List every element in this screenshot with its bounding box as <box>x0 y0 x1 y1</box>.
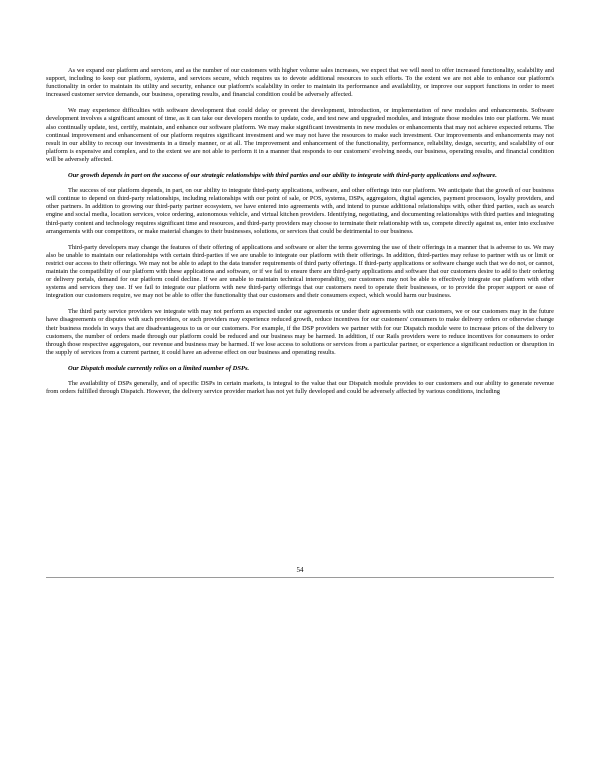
paragraph-third-party-integration: The success of our platform depends, in part, on our ability to integrate third-party applications, software, and other offerings into our platform. We anticipate that the growth of our business will continue to depend on third-party relationships, including relationships with our point of sale, or POS, systems, DSPs, aggregators, digital agencies, payment processors, loyalty providers, and other partners. In addition to growing our third-party partner ecosystem, we have entered into agreements with, and intend to pursue additional relationships with, other third parties, such as search engine and social media, location services, voice ordering, autonomous vehicle, and virtual kitchen providers. Identifying, negotiating, and documenting relationships with third parties and integrating third-party content and technology requires significant time and resources, and third-party providers may choose to terminate their relationship with us, compete directly against us, enter into exclusive arrangements with our competitors, or make material changes to their businesses, solutions, or services that could be detrimental to our business. <box>46 187 554 235</box>
paragraph-third-party-developers: Third-party developers may change the features of their offering of applications and software or alter the terms governing the use of their offerings in a manner that is adverse to us. We may also be unable to maintain our relationships with certain third-parties if we are unable to integrate our platform with their offerings. In addition, third-parties may refuse to partner with us or limit or restrict our access to their offerings. We may not be able to adapt to the data transfer requirements of third party offerings. If third-party applications or software change such that we do not, or cannot, maintain the compatibility of our platform with these applications and software, or if we fail to ensure there are third-party applications and software that our customers desire to add to their ordering or delivery portals, demand for our platform could decline. If we are unable to maintain technical interoperability, our customers may not be able to effectively integrate our platform with other systems and services they use. If we fail to integrate our platform with new third-party offerings that our customers need to operate their businesses, or to provide the proper support or ease of integration our customers require, we may not be able to offer the functionality that our customers and their consumers expect, which would harm our business. <box>46 243 554 300</box>
page-body <box>46 67 554 404</box>
paragraph-service-providers: The third party service providers we integrate with may not perform as expected under our agreements or under their agreements with our customers, we or our customers may in the future have disagreements or disputes with such providers, or such providers may experience reduced growth, reduce incentives for our customers' consumers to make delivery orders or otherwise change their business models in ways that are disadvantageous to us or our customers. For example, if the DSP providers we partner with for our Dispatch module were to increase prices of the delivery to customers, the number of orders made through our platform could be reduced and our business may be harmed. In addition, if our Rails providers were to reduce incentives for consumers to order through those respective aggregators, our revenue and business may be harmed. If we lose access to solutions or services from a particular partner, or experience a significant reduction or disruption in the supply of services from a current partner, it could have an adverse effect on our business and operating results. <box>46 308 554 356</box>
paragraph-dsp-availability: The availability of DSPs generally, and of specific DSPs in certain markets, is integral to the value that our Dispatch module provides to our customers and our ability to generate revenue from orders fulfilled through Dispatch. However, the delivery service provider market has not yet fully developed and could be adversely affected by various conditions, including <box>46 380 554 396</box>
risk-heading-strategic-relationships: Our growth depends in part on the success of our strategic relationships with third parties and our ability to integrate with third-party applications and software. <box>68 172 497 180</box>
risk-heading-dispatch-module: Our Dispatch module currently relies on a limited number of DSPs. <box>68 364 250 372</box>
page-number: 54 <box>296 566 304 574</box>
footer-divider <box>46 577 554 578</box>
paragraph-software-development: We may experience difficulties with software development that could delay or prevent the development, introduction, or implementation of new modules and enhancements. Software development involves a significant amount of time, as it can take our developers months to update, code, and test new and upgraded modules, and integrate those modules into our platform. We must also continually update, test, certify, maintain, and enhance our software platform. We may make significant investments in new modules or enhancements that may not achieve expected returns. The continual improvement and enhancement of our platform requires significant investment and we may not have the resources to make such investment. Our improvements and enhancements may not result in our ability to recoup our investments in a timely manner, or at all. The improvement and enhancement of the functionality, performance, reliability, design, security, and scalability of our platform is expensive and complex, and to the extent we are not able to perform it in a manner that responds to our customers' evolving needs, our business, operating results, and financial condition will be adversely affected. <box>46 107 554 163</box>
paragraph-platform-expansion: As we expand our platform and services, and as the number of our customers with higher volume sales increases, we expect that we will need to offer increased functionality, scalability and support, including to keep our platform, systems, and services secure, which requires us to devote additional resources to such efforts. To the extent we are not able to enhance our platform's functionality in order to maintain its utility and security, enhance our platform's scalability in order to maintain its performance and availability, or improve our support functions in order to meet increased customer service demands, our business, operating results, and financial condition could be adversely affected. <box>46 67 554 99</box>
